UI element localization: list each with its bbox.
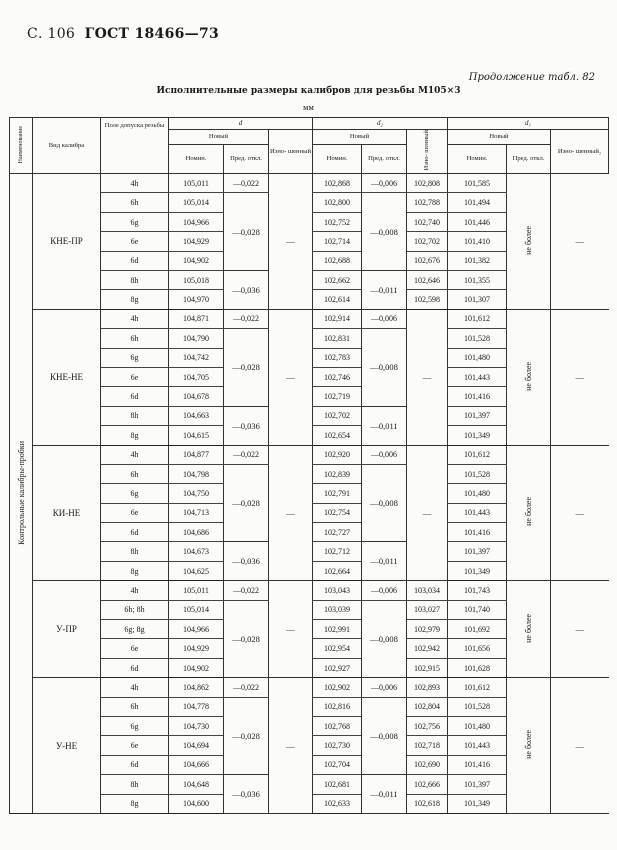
d-nominal: 105,014 (169, 193, 224, 212)
d-deviation: —0,022 (224, 445, 269, 464)
d-nominal: 104,970 (169, 290, 224, 309)
header-d2-novyi: Новый (313, 130, 407, 145)
tolerance-field: 6e (101, 736, 169, 755)
d-nominal: 104,871 (169, 309, 224, 328)
d2-worn: — (407, 445, 448, 581)
d1-nominal: 101,349 (448, 561, 507, 580)
d-nominal: 104,730 (169, 717, 224, 736)
header-d1-nomin: Номин. (448, 144, 507, 173)
d-deviation: —0,036 (224, 271, 269, 310)
d-deviation: —0,022 (224, 309, 269, 328)
d-deviation: —0,028 (224, 464, 269, 542)
d2-worn: 102,598 (407, 290, 448, 309)
d-nominal: 104,902 (169, 251, 224, 270)
tolerance-field: 6d (101, 523, 169, 542)
page-header (27, 26, 219, 42)
tolerance-field: 8g (101, 561, 169, 580)
table-row (10, 678, 609, 697)
d1-nominal: 101,480 (448, 717, 507, 736)
d2-deviation: —0,006 (362, 445, 407, 464)
header-d2-iznosh: Изно- шенный (407, 130, 448, 174)
d-nominal: 104,705 (169, 367, 224, 386)
d-nominal: 104,798 (169, 464, 224, 483)
d-worn: — (269, 678, 313, 814)
d2-nominal: 102,702 (313, 406, 362, 425)
table-row (10, 445, 609, 464)
d1-deviation: не более (507, 581, 551, 678)
continuation-note: Продолжение табл. 82 (468, 72, 595, 83)
d-nominal: 104,877 (169, 445, 224, 464)
d-deviation: —0,036 (224, 406, 269, 445)
tolerance-field: 6e (101, 232, 169, 251)
d-nominal: 104,742 (169, 348, 224, 367)
d-nominal: 104,663 (169, 406, 224, 425)
d1-nominal: 101,349 (448, 794, 507, 813)
d2-worn: 103,034 (407, 581, 448, 600)
d2-nominal: 102,654 (313, 426, 362, 445)
d-nominal: 104,862 (169, 678, 224, 697)
standard-number: ГОСТ 18466—73 (84, 26, 220, 42)
table-title: Исполнительные размеры калибров для резьбы М105×3 (156, 86, 461, 96)
d1-nominal: 101,443 (448, 736, 507, 755)
tolerance-field: 8g (101, 794, 169, 813)
d1-nominal: 101,307 (448, 290, 507, 309)
d1-nominal: 101,382 (448, 251, 507, 270)
tolerance-field: 6g (101, 484, 169, 503)
d1-deviation: не более (507, 445, 551, 581)
d-nominal: 104,966 (169, 620, 224, 639)
d1-worn: — (551, 678, 609, 814)
d1-nominal: 101,443 (448, 367, 507, 386)
d2-nominal: 102,633 (313, 794, 362, 813)
d2-worn: 102,942 (407, 639, 448, 658)
d2-deviation: —0,008 (362, 329, 407, 407)
tolerance-field: 8g (101, 426, 169, 445)
d2-nominal: 102,712 (313, 542, 362, 561)
d2-nominal: 102,768 (313, 717, 362, 736)
d-deviation: —0,036 (224, 542, 269, 581)
table-body (10, 174, 609, 814)
d-worn: — (269, 309, 313, 445)
tolerance-field: 4h (101, 309, 169, 328)
d2-nominal: 102,839 (313, 464, 362, 483)
table-row (10, 174, 609, 193)
tolerance-field: 6e (101, 639, 169, 658)
header-d1-novyi: Новый (448, 130, 551, 145)
header-d-novyi: Новый (169, 130, 269, 145)
d2-deviation: —0,011 (362, 775, 407, 814)
d1-nominal: 101,740 (448, 600, 507, 619)
header-naimenovanie: Наименование (10, 118, 33, 174)
d1-nominal: 101,656 (448, 639, 507, 658)
d-nominal: 105,018 (169, 271, 224, 290)
tolerance-field: 6h (101, 464, 169, 483)
d2-worn: 102,756 (407, 717, 448, 736)
tolerance-field: 8g (101, 290, 169, 309)
d-nominal: 105,014 (169, 600, 224, 619)
header-d: d (169, 118, 313, 130)
dimensions-table (9, 117, 609, 814)
header-d-pred: Пред. откл. (224, 144, 269, 173)
d1-nominal: 101,480 (448, 484, 507, 503)
d2-deviation: —0,006 (362, 581, 407, 600)
d2-worn: 102,979 (407, 620, 448, 639)
d1-worn: — (551, 309, 609, 445)
d-nominal: 104,694 (169, 736, 224, 755)
header-d-iznosh: Изно- шенный (269, 130, 313, 174)
d2-nominal: 103,043 (313, 581, 362, 600)
d2-deviation: —0,011 (362, 542, 407, 581)
d2-nominal: 102,954 (313, 639, 362, 658)
d2-deviation: —0,006 (362, 174, 407, 193)
tolerance-field: 6d (101, 387, 169, 406)
d2-nominal: 102,662 (313, 271, 362, 290)
tolerance-field: 6g (101, 717, 169, 736)
header-d2-pred: Пред. откл. (362, 144, 407, 173)
d1-deviation: не более (507, 309, 551, 445)
header-d2: d₂ (313, 118, 448, 130)
d2-worn: 102,676 (407, 251, 448, 270)
d-nominal: 104,678 (169, 387, 224, 406)
d-deviation: —0,028 (224, 697, 269, 775)
tolerance-field: 6e (101, 367, 169, 386)
d-worn: — (269, 445, 313, 581)
d-nominal: 104,673 (169, 542, 224, 561)
caliber-type: КИ-НЕ (33, 445, 101, 581)
d1-nominal: 101,692 (448, 620, 507, 639)
header-d1: d₁ (448, 118, 609, 130)
d1-deviation: не более (507, 678, 551, 814)
d1-nominal: 101,612 (448, 678, 507, 697)
caliber-type: КНЕ-ПР (33, 174, 101, 310)
d1-nominal: 101,416 (448, 523, 507, 542)
d2-deviation: —0,011 (362, 271, 407, 310)
d2-deviation: —0,006 (362, 309, 407, 328)
d1-nominal: 101,397 (448, 406, 507, 425)
d-nominal: 104,686 (169, 523, 224, 542)
tolerance-field: 8h (101, 406, 169, 425)
d2-nominal: 102,746 (313, 367, 362, 386)
d-nominal: 104,666 (169, 755, 224, 774)
unit-label: мм (303, 104, 314, 112)
d1-nominal: 101,397 (448, 542, 507, 561)
d1-nominal: 101,416 (448, 755, 507, 774)
d2-worn: 102,690 (407, 755, 448, 774)
caliber-type: У-НЕ (33, 678, 101, 814)
d2-nominal: 102,800 (313, 193, 362, 212)
d2-nominal: 102,727 (313, 523, 362, 542)
d-worn: — (269, 174, 313, 310)
d2-worn: 102,702 (407, 232, 448, 251)
caliber-type: У-ПР (33, 581, 101, 678)
d2-worn: 102,804 (407, 697, 448, 716)
d2-worn: 102,788 (407, 193, 448, 212)
d1-nominal: 101,628 (448, 658, 507, 677)
d2-nominal: 102,902 (313, 678, 362, 697)
d-nominal: 104,929 (169, 639, 224, 658)
header-d2-nomin: Номин. (313, 144, 362, 173)
d2-worn: 102,740 (407, 212, 448, 231)
d1-nominal: 101,585 (448, 174, 507, 193)
tolerance-field: 8h (101, 775, 169, 794)
d2-worn: — (407, 309, 448, 445)
tolerance-field: 6h (101, 697, 169, 716)
tolerance-field: 4h (101, 445, 169, 464)
d2-worn: 103,027 (407, 600, 448, 619)
d-nominal: 104,713 (169, 503, 224, 522)
d2-nominal: 102,920 (313, 445, 362, 464)
d-nominal: 104,778 (169, 697, 224, 716)
d2-nominal: 102,783 (313, 348, 362, 367)
d1-worn: — (551, 581, 609, 678)
d-deviation: —0,022 (224, 581, 269, 600)
table-row (10, 581, 609, 600)
d2-worn: 102,666 (407, 775, 448, 794)
page-number: С. 106 (27, 26, 76, 42)
d-worn: — (269, 581, 313, 678)
d-nominal: 104,625 (169, 561, 224, 580)
tolerance-field: 6d (101, 251, 169, 270)
header-d-nomin: Номин. (169, 144, 224, 173)
d-nominal: 105,011 (169, 581, 224, 600)
header-pole-dopuska: Поле допуска резьбы (101, 118, 169, 174)
d1-nominal: 101,410 (448, 232, 507, 251)
tolerance-field: 8h (101, 271, 169, 290)
group-label: Контрольные калибры-пробки (10, 174, 33, 814)
d2-nominal: 102,730 (313, 736, 362, 755)
tolerance-field: 4h (101, 581, 169, 600)
tolerance-field: 6d (101, 755, 169, 774)
d2-worn: 102,618 (407, 794, 448, 813)
d-nominal: 104,929 (169, 232, 224, 251)
d2-deviation: —0,008 (362, 600, 407, 678)
d2-nominal: 102,868 (313, 174, 362, 193)
tolerance-field: 4h (101, 174, 169, 193)
d1-deviation: не более (507, 174, 551, 310)
d2-nominal: 102,714 (313, 232, 362, 251)
d2-nominal: 102,831 (313, 329, 362, 348)
d2-nominal: 103,039 (313, 600, 362, 619)
d-nominal: 104,750 (169, 484, 224, 503)
tolerance-field: 8h (101, 542, 169, 561)
d2-deviation: —0,006 (362, 678, 407, 697)
d-nominal: 104,902 (169, 658, 224, 677)
d1-nominal: 101,349 (448, 426, 507, 445)
d1-nominal: 101,480 (448, 348, 507, 367)
d-deviation: —0,028 (224, 600, 269, 678)
d2-deviation: —0,008 (362, 697, 407, 775)
d-nominal: 104,966 (169, 212, 224, 231)
d1-nominal: 101,528 (448, 697, 507, 716)
d1-worn: — (551, 174, 609, 310)
d2-nominal: 102,704 (313, 755, 362, 774)
d2-nominal: 102,927 (313, 658, 362, 677)
d1-nominal: 101,528 (448, 329, 507, 348)
d2-nominal: 102,614 (313, 290, 362, 309)
tolerance-field: 6g (101, 212, 169, 231)
d2-deviation: —0,011 (362, 406, 407, 445)
header-d1-iznosh: Изно- шенный₂ (551, 130, 609, 174)
d2-nominal: 102,791 (313, 484, 362, 503)
d2-nominal: 102,914 (313, 309, 362, 328)
table-row (10, 309, 609, 328)
d2-nominal: 102,816 (313, 697, 362, 716)
tolerance-field: 6h; 8h (101, 600, 169, 619)
d2-deviation: —0,008 (362, 193, 407, 271)
d1-worn: — (551, 445, 609, 581)
d1-nominal: 101,397 (448, 775, 507, 794)
d1-nominal: 101,743 (448, 581, 507, 600)
d2-nominal: 102,688 (313, 251, 362, 270)
tolerance-field: 6h (101, 329, 169, 348)
d-deviation: —0,028 (224, 329, 269, 407)
d1-nominal: 101,446 (448, 212, 507, 231)
d-nominal: 104,648 (169, 775, 224, 794)
d1-nominal: 101,355 (448, 271, 507, 290)
d2-nominal: 102,664 (313, 561, 362, 580)
d-nominal: 104,790 (169, 329, 224, 348)
d1-nominal: 101,443 (448, 503, 507, 522)
header-vid-kalibra: Вид калибра (33, 118, 101, 174)
d2-worn: 102,718 (407, 736, 448, 755)
d-nominal: 105,011 (169, 174, 224, 193)
d1-nominal: 101,612 (448, 309, 507, 328)
d2-worn: 102,893 (407, 678, 448, 697)
d1-nominal: 101,416 (448, 387, 507, 406)
tolerance-field: 6h (101, 193, 169, 212)
d-deviation: —0,022 (224, 174, 269, 193)
d-nominal: 104,615 (169, 426, 224, 445)
d-nominal: 104,600 (169, 794, 224, 813)
d2-worn: 102,915 (407, 658, 448, 677)
d1-nominal: 101,612 (448, 445, 507, 464)
tolerance-field: 6g (101, 348, 169, 367)
tolerance-field: 6d (101, 658, 169, 677)
d-deviation: —0,036 (224, 775, 269, 814)
d-deviation: —0,028 (224, 193, 269, 271)
d2-nominal: 102,681 (313, 775, 362, 794)
tolerance-field: 6g; 8g (101, 620, 169, 639)
d1-nominal: 101,528 (448, 464, 507, 483)
d2-deviation: —0,008 (362, 464, 407, 542)
d-deviation: —0,022 (224, 678, 269, 697)
caliber-type: КНЕ-НЕ (33, 309, 101, 445)
d2-worn: 102,646 (407, 271, 448, 290)
table-header (10, 118, 609, 174)
d1-nominal: 101,494 (448, 193, 507, 212)
d2-nominal: 102,754 (313, 503, 362, 522)
d2-nominal: 102,991 (313, 620, 362, 639)
tolerance-field: 6e (101, 503, 169, 522)
header-d1-pred: Пред. откл. (507, 144, 551, 173)
d2-worn: 102,808 (407, 174, 448, 193)
d2-nominal: 102,719 (313, 387, 362, 406)
d2-nominal: 102,752 (313, 212, 362, 231)
tolerance-field: 4h (101, 678, 169, 697)
